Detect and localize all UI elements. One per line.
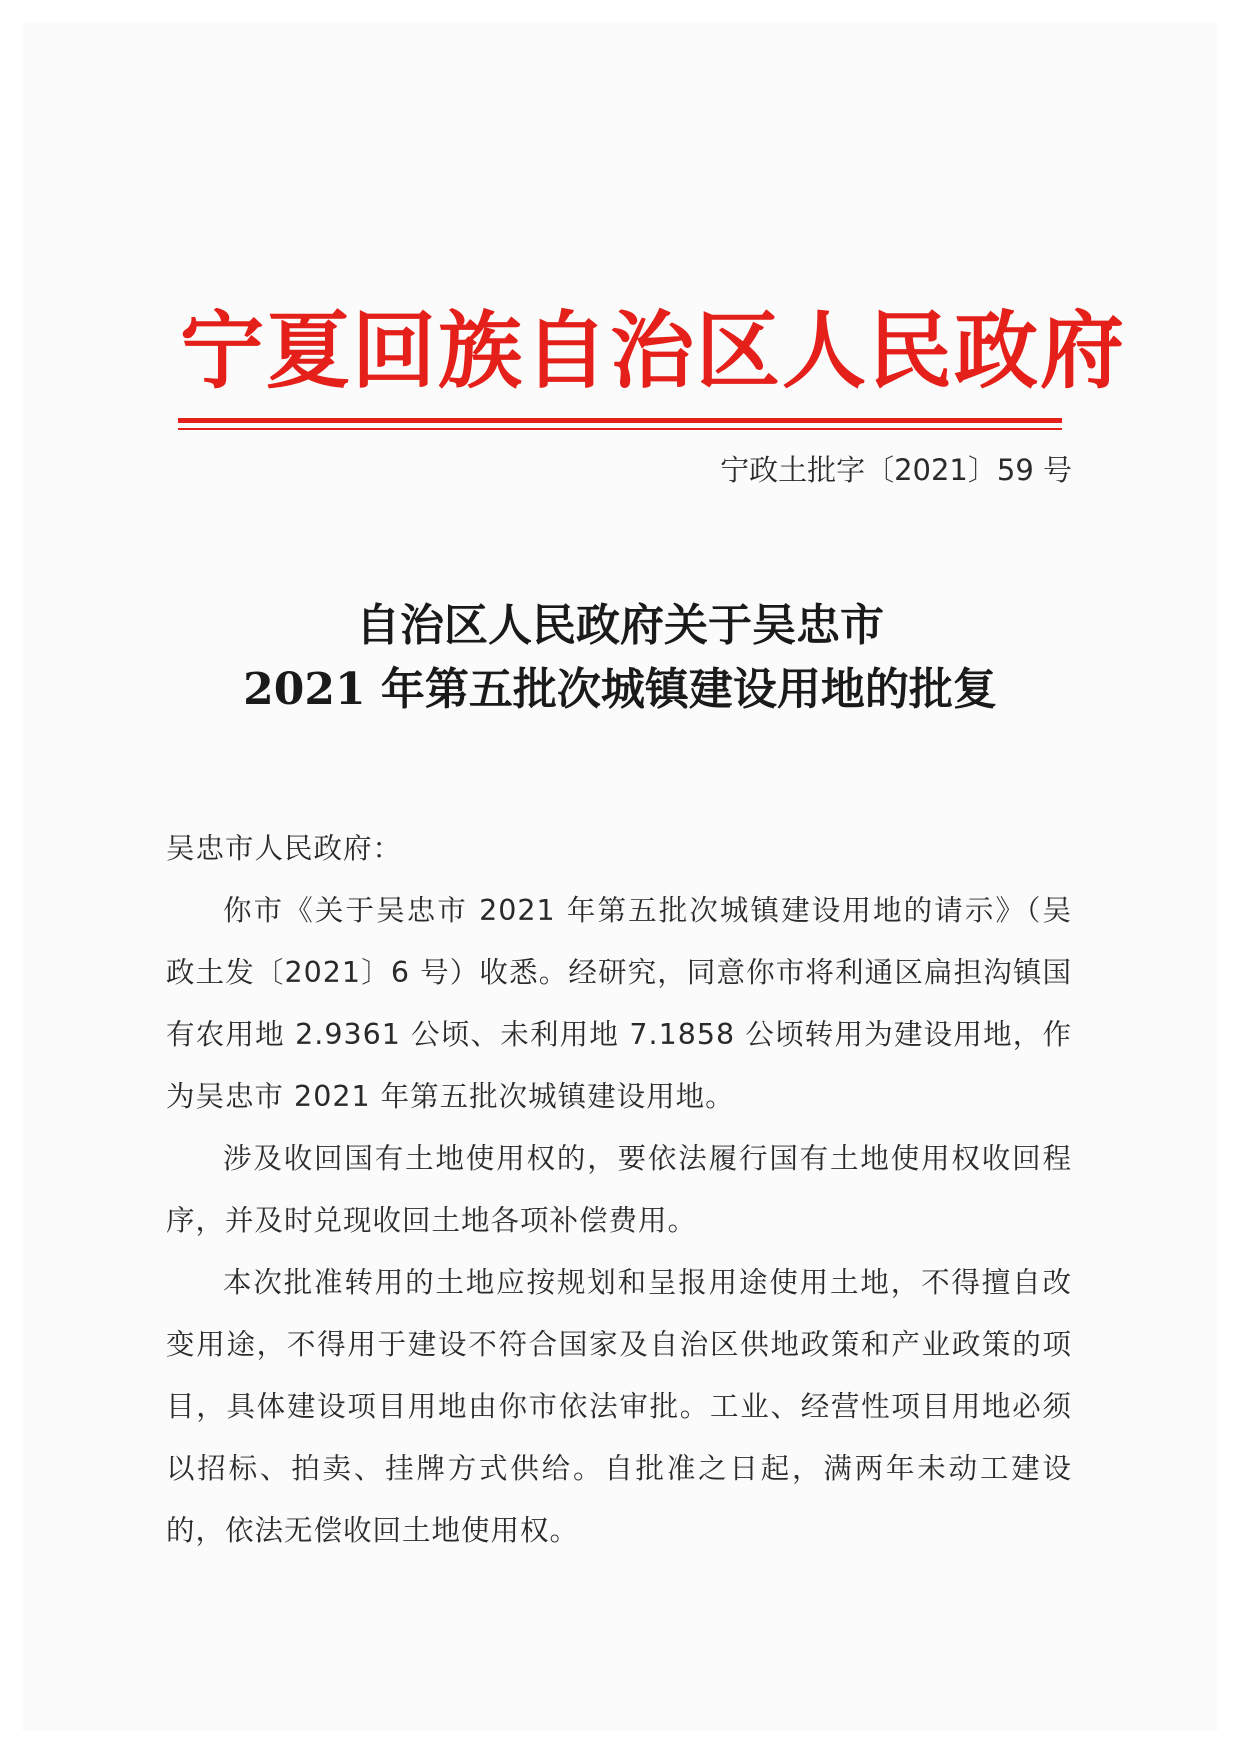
document-body <box>166 818 1072 1562</box>
title-line-1: 自治区人民政府关于吴忠市 <box>356 600 884 651</box>
title-line-2: 2021 年第五批次城镇建设用地的批复 <box>243 664 997 715</box>
salutation: 吴忠市人民政府： <box>166 832 403 865</box>
body-paragraph-2: 涉及收回国有土地使用权的，要依法履行国有土地使用权收回程序，并及时兑现收回土地各项补偿费用。 <box>166 1142 1072 1237</box>
body-paragraph-1: 你市《关于吴忠市 2021 年第五批次城镇建设用地的请示》（吴政土发〔2021〕6 号）收悉。经研究，同意你市将利通区扁担沟镇国有农用地 2.9361 公顷、未利用地 7.1858 公顷转用为建设用地，作为吴忠市 2021 年第五批次城镇建设用地。 <box>166 894 1072 1113</box>
document-title <box>0 595 1240 721</box>
issuing-authority-header: 宁夏回族自治区人民政府 <box>180 301 1127 400</box>
body-paragraph-3: 本次批准转用的土地应按规划和呈报用途使用土地，不得擅自改变用途，不得用于建设不符合国家及自治区供地政策和产业政策的项目，具体建设项目用地由你市依法审批。工业、经营性项目用地必须以招标、拍卖、挂牌方式供给。自批准之日起，满两年未动工建设的，依法无偿收回土地使用权。 <box>166 1266 1072 1547</box>
red-header-rule-thin <box>178 428 1062 430</box>
document-number: 宁政土批字〔2021〕59 号 <box>720 453 1072 487</box>
red-header-rule-thick <box>178 418 1062 423</box>
